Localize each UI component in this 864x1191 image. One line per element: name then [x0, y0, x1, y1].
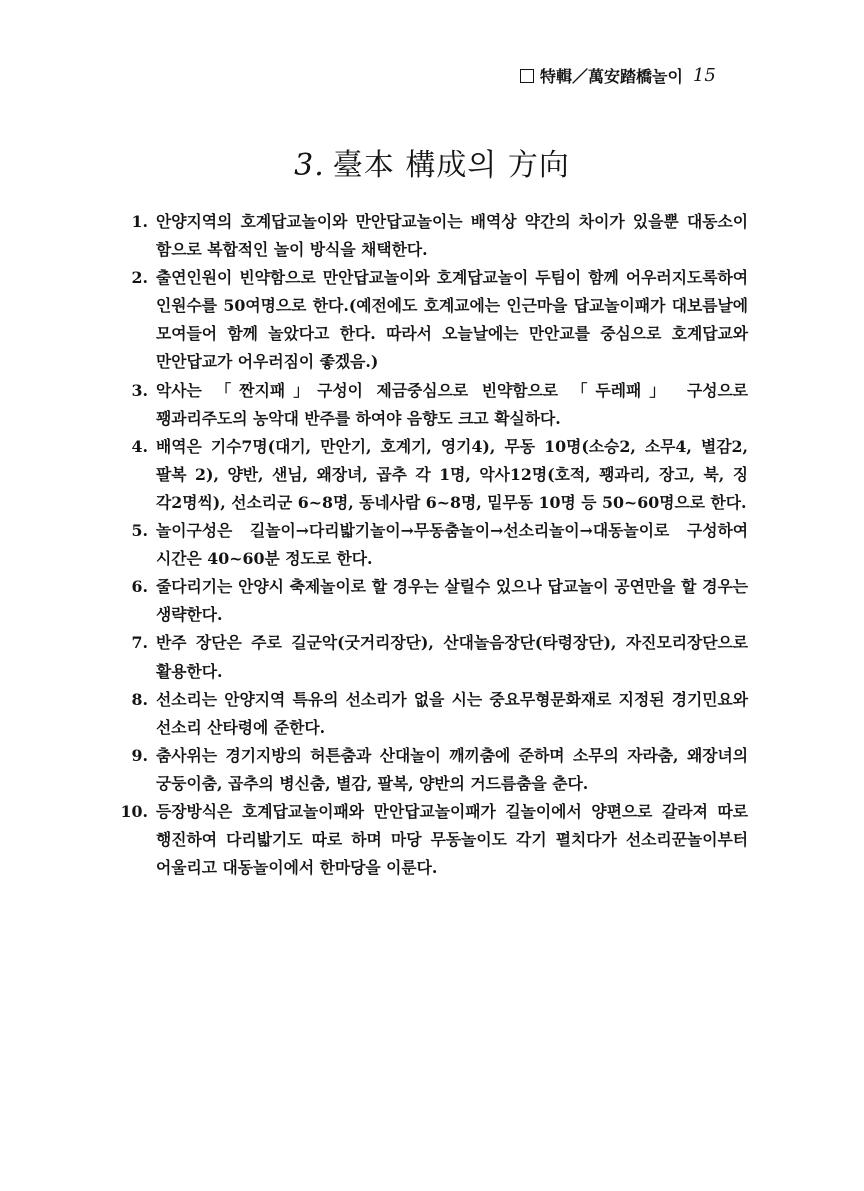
item-number: 4. [131, 436, 148, 456]
list-item [118, 742, 748, 798]
list-item [118, 686, 748, 742]
item-number: 8. [131, 689, 148, 709]
item-number: 3. [131, 380, 148, 400]
section-title [0, 140, 864, 184]
section-title-text: 臺本 構成의 方向 [332, 148, 570, 183]
section-box-icon [520, 69, 534, 83]
item-text: 반주 장단은 주로 길군악(굿거리장단), 산대놀음장단(타령장단), 자진모리장단으로 활용한다. [156, 633, 748, 681]
section-number: 3. [294, 148, 325, 183]
item-number: 7. [131, 633, 148, 653]
item-number: 6. [131, 577, 148, 597]
page-number: 15 [692, 65, 716, 86]
item-text: 안양지역의 호계답교놀이와 만안답교놀이는 배역상 약간의 차이가 있을뿐 대동소이 함으로 복합적인 놀이 방식을 채택한다. [156, 212, 748, 260]
list-item [118, 629, 748, 685]
list-item [118, 573, 748, 629]
running-title: 特輯／萬安踏橋놀이 [540, 67, 683, 86]
list-item [118, 377, 748, 433]
item-number: 1. [131, 212, 148, 231]
item-number: 10. [120, 801, 148, 821]
item-text: 출연인원이 빈약함으로 만안답교놀이와 호계답교놀이 두팀이 함께 어우러지도록하여 인원수를 50여명으로 한다.(예전에도 호계교에는 인근마을 답교놀이패가 대보름날에 모여들어 함께 놀았다고 한다. 따라서 오늘날에는 만안교를 중심으로 호계답교와 만안답교가 어우러짐이 좋겠음.) [156, 268, 748, 372]
item-text: 선소리는 안양지역 특유의 선소리가 없을 시는 중요무형문화재로 지정된 경기민요와 선소리 산타령에 준한다. [156, 689, 748, 737]
list-item [118, 433, 748, 517]
running-header [520, 64, 750, 87]
item-number: 5. [131, 521, 148, 541]
list-item [118, 517, 748, 573]
item-text: 놀이구성은 길놀이→다리밟기놀이→무동춤놀이→선소리놀이→대동놀이로 구성하여 시간은 40~60분 정도로 한다. [156, 521, 748, 569]
item-text: 등장방식은 호계답교놀이패와 만안답교놀이패가 길놀이에서 양편으로 갈라져 따로 행진하여 다리밟기도 따로 하며 마당 무동놀이도 각기 펼치다가 선소리꾼놀이부터 어울리고 대동놀이에서 한마당을 이룬다. [156, 801, 748, 878]
item-number: 9. [131, 745, 148, 765]
list-item [118, 208, 748, 264]
item-text: 악사는 「짠지패」구성이 제금중심으로 빈약함으로 「두레패」 구성으로 꽹과리주도의 농악대 반주를 하여야 음향도 크고 확실하다. [156, 380, 748, 428]
item-text: 줄다리기는 안양시 축제놀이로 할 경우는 살릴수 있으나 답교놀이 공연만을 할 경우는 생략한다. [156, 577, 748, 625]
item-text: 춤사위는 경기지방의 허튼춤과 산대놀이 깨끼춤에 준하며 소무의 자라춤, 왜장녀의 궁둥이춤, 곱추의 병신춤, 별감, 팔복, 양반의 거드름춤을 춘다. [156, 745, 748, 793]
item-list [118, 208, 748, 882]
list-item [118, 264, 748, 376]
list-item [118, 798, 748, 882]
item-number: 2. [131, 268, 148, 288]
item-text: 배역은 기수7명(대기, 만안기, 호계기, 영기4), 무동 10명(소승2, 소무4, 별감2, 팔복 2), 양반, 샌님, 왜장녀, 곱추 각 1명, 악사12명(호적, 꽹과리, 장고, 북, 징 각2명씩), 선소리군 6~8명, 동네사람 6~8명, 밑무동 10명 등 50~60명으로 한다. [156, 436, 748, 512]
